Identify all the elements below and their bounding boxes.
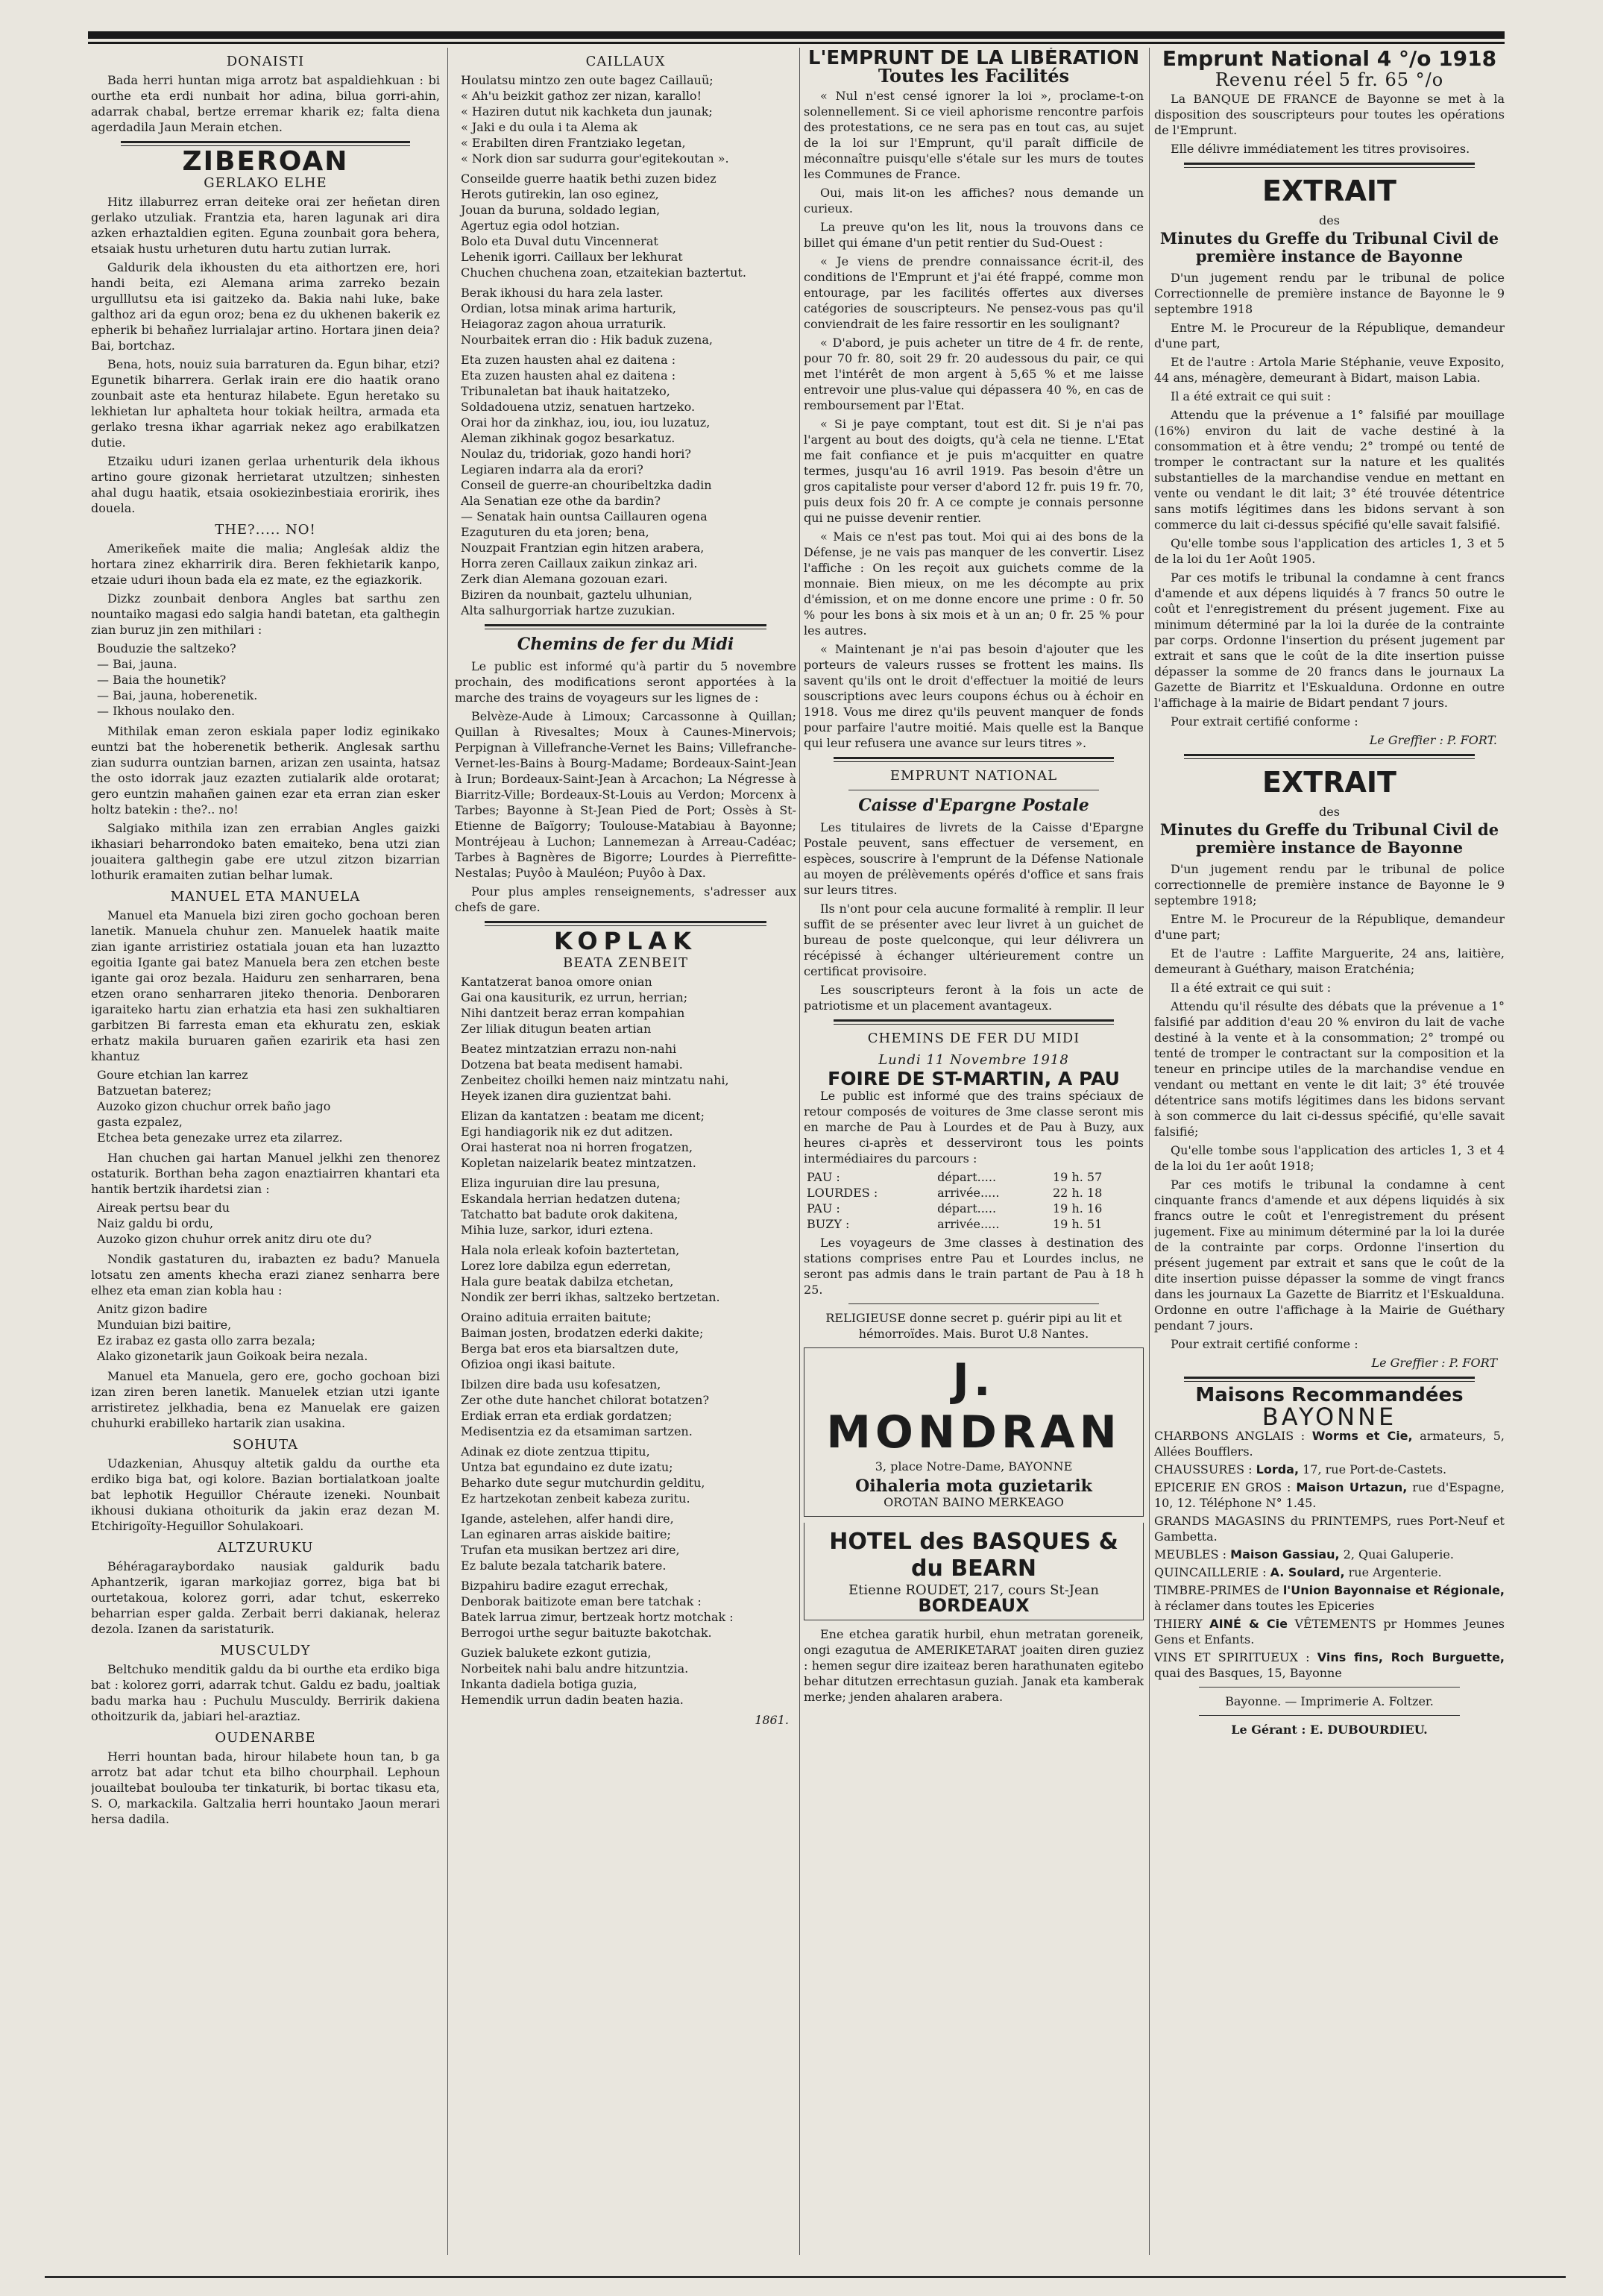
- gerlako-paragraph: Hitz illaburrez erran deiteke orai zer heñetan diren gerlako utzuliak. Frantzia eta, haren lagunak ari dira azken erhaztaldien egiten. Eguna zounbait gora behera, etsaiak hustu urheturen dutu hartu zutian lurrak.: [91, 195, 440, 256]
- verse-line: Ezaguturen du eta joren; bena,: [461, 525, 649, 539]
- chemins-heading: Chemins de fer du Midi: [517, 635, 734, 654]
- emprunt-heading: L'EMPRUNT DE LA LIBÉRATION: [807, 48, 1140, 69]
- koplak-stanza: [455, 1309, 796, 1372]
- emprunt-paragraph: « Nul n'est censé ignorer la loi », proclame-t-on solennellement. Si ce vieil aphorisme rencontre parfois des protestations, ce ne sera pas en tout cas, au sujet de la loi sur l'Emprunt, qu'il paraît difficile de méconnaître puisqu'elle s'étale sur les murs de toutes les Communes de France.: [804, 89, 1144, 181]
- verse-line: Alako gizonetarik jaun Goikoak beira nezala.: [97, 1349, 368, 1363]
- verse-line: Oraino adituia erraiten baitute;: [461, 1310, 652, 1324]
- verse-line: Zenbeitez choilki hemen naiz mintzatu nahi,: [461, 1073, 729, 1087]
- verse-line: Berak ikhousi du hara zela laster.: [461, 286, 664, 300]
- verse-line: Nouzpait Frantzian egin hitzen arabera,: [461, 541, 705, 555]
- oudenarbe-text: Herri hountan bada, hirour hilabete houn tan, b ga arrotz bat adar tchut eta bilho chourphail. Lephoun jouailtebat boulouba ter tinkaturik, bi bortac tikasu eta, S. O, markackila. Galtzalia herri hountako Jaoun merari hersa dadila.: [91, 1749, 440, 1826]
- verse-line: Norbeitek nahi balu andre hitzuntzia.: [461, 1661, 689, 1676]
- verse-line: Etchea beta genezake urrez eta zilarrez.: [97, 1130, 343, 1145]
- hotel-city: BORDEAUX: [918, 1595, 1030, 1616]
- maison-detail: à réclamer dans toutes les Epiceries: [1154, 1599, 1375, 1613]
- maison-label: TIMBRE-PRIMES de: [1154, 1583, 1279, 1597]
- koplak-stanza: [455, 1578, 796, 1641]
- manuel-verse: [91, 1200, 440, 1247]
- verse-line: Zerk dian Alemana gozouan ezari.: [461, 572, 668, 586]
- koplak-stanza: [455, 1511, 796, 1573]
- top-rule: [88, 31, 1505, 39]
- caillaux-verse: [455, 352, 796, 618]
- greffier-signature: Le Greffier : P. FORT.: [1369, 733, 1497, 747]
- verse-line: « Jaki e du oula i ta Alema ak: [461, 120, 638, 134]
- divider: [1199, 1715, 1460, 1716]
- verse-line: Noulaz du, tridoriak, gozo handi hori?: [461, 447, 691, 461]
- minutes-heading: Minutes du Greffe du Tribunal Civil de première instance de Bayonne: [1159, 229, 1499, 265]
- emprunt-paragraph: La preuve qu'on les lit, nous la trouvons dans ce billet qui émane d'un petit rentier du Sud-Ouest :: [804, 220, 1144, 250]
- manuel-verse: [91, 1301, 440, 1364]
- table-row: [804, 1169, 1144, 1185]
- altzuruku-text: Béhéragaraybordako nausiak galdurik badu Aphantzerik, igaran markojiaz gorrez, biga bat bi ourtetakoua, kolorez gorri, adar tchut, eskerreko beharrian esper galda. Zerbait berri dakianak, heleraz dezola. Izanen da saristaturik.: [91, 1559, 440, 1636]
- verse-line: Batzuetan baterez;: [97, 1083, 212, 1098]
- event: arrivée.....: [937, 1186, 1000, 1200]
- caillaux-heading: CAILLAUX: [585, 54, 666, 69]
- koplak-stanza: [455, 1444, 796, 1506]
- divider: [848, 1303, 1099, 1304]
- emprunt-paragraph: Oui, mais lit-on les affiches? nous demande un curieux.: [804, 186, 1144, 216]
- maison-name: Lorda,: [1256, 1462, 1300, 1476]
- column-separator: [799, 48, 800, 2255]
- column-separator: [447, 48, 448, 2255]
- verse-line: gasta ezpalez,: [97, 1115, 183, 1129]
- verse-line: Ordian, lotsa minak arima harturik,: [461, 301, 676, 315]
- hotel-ad: [804, 1523, 1144, 1620]
- verse-line: Ez irabaz ez gasta ollo zarra bezala;: [97, 1333, 316, 1347]
- extrait-heading-2: EXTRAIT: [1262, 766, 1396, 799]
- verse-line: Herots gutirekin, lan oso eginez,: [461, 187, 659, 201]
- verse-line: Dotzena bat beata medisent hamabi.: [461, 1057, 683, 1072]
- verse-line: Hemendik urrun dadin beaten hazia.: [461, 1693, 684, 1707]
- oudenarbe-heading: OUDENARBE: [215, 1730, 316, 1746]
- extrait-paragraph: Pour extrait certifié conforme :: [1171, 714, 1358, 729]
- verse-line: Orai hasterat noa ni horren frogatzen,: [461, 1140, 693, 1154]
- verse-line: Gai ona kausiturik, ez urrun, herrian;: [461, 990, 688, 1004]
- gerant-line: Le Gérant : E. DUBOURDIEU.: [1231, 1723, 1428, 1737]
- station: LOURDES :: [807, 1186, 878, 1200]
- koplak-stanza: [455, 1645, 796, 1708]
- maison-item: [1154, 1462, 1505, 1477]
- dialogue-line: Bouduzie the saltzeko?: [97, 641, 236, 655]
- verse-line: Adinak ez diote zentzua ttipitu,: [461, 1444, 650, 1459]
- the-paragraph: Dizkz zounbait denbora Angles bat sarthu zen nountaiko magasi edo salgia handi batetan, eta galthegin zian buruz jin zen mithilari :: [91, 591, 440, 637]
- manuel-paragraph: Manuel eta Manuela, gero ere, gocho gochoan bizi izan ziren beren lanetik. Manuelek etzian utzi igante arristiretez jelkhadia, bena ez Manuelak ere gaizen chuhurki erabilleko hartarik zian usakina.: [91, 1369, 440, 1430]
- table-row: [804, 1201, 1144, 1216]
- verse-line: Untza bat egundaino ez dute izatu;: [461, 1460, 673, 1474]
- extrait-heading: EXTRAIT: [1262, 174, 1396, 207]
- dialogue-line: — Baia the hounetik?: [97, 673, 227, 687]
- maison-label: VINS ET SPIRITUEUX :: [1154, 1650, 1310, 1664]
- maison-detail: VÊTEMENTS pr Hommes Jeunes Gens et Enfants.: [1154, 1617, 1505, 1646]
- extrait-paragraph: Qu'elle tombe sous l'application des articles 1, 3 et 5 de la loi du 1er Août 1905.: [1154, 536, 1505, 566]
- altzuruku-heading: ALTZURUKU: [217, 1540, 314, 1556]
- verse-line: Igande, astelehen, alfer handi dire,: [461, 1512, 674, 1526]
- verse-line: Chuchen chuchena zoan, etzaitekian baztertut.: [461, 265, 746, 280]
- event: départ.....: [937, 1170, 997, 1184]
- emprunt-paragraph: « Mais ce n'est pas tout. Moi qui ai des bons de la Défense, je ne vais pas manquer de les convertir. Lisez l'affiche : On les reçoit aux guichets comme de la monnaie. Bien mieux, on me les décompte au prix d'émission, et on me donne encore une prime : 0 fr. 50 % pour les bons à six mois et à un an; 0 fr. 25 % pour les autres.: [804, 529, 1144, 638]
- mondran-slogan-2: OROTAN BAINO MERKEAGO: [884, 1495, 1064, 1509]
- maison-name: Worms et Cie,: [1311, 1429, 1413, 1443]
- maison-detail: rues Port-Neuf et Gambetta.: [1154, 1514, 1505, 1544]
- verse-line: Mihia luze, sarkor, iduri eztena.: [461, 1223, 654, 1237]
- hotel-address: Etienne ROUDET, 217, cours St-Jean: [848, 1582, 1099, 1598]
- verse-line: Naiz galdu bi ordu,: [97, 1216, 214, 1230]
- maison-detail: 2, Quai Galuperie.: [1343, 1547, 1454, 1561]
- divider: [1184, 754, 1475, 759]
- verse-line: Denborak baitizote eman bere tatchak :: [461, 1594, 702, 1608]
- koplak-stanza: [455, 1175, 796, 1238]
- verse-line: Tribunaletan bat ihauk haitatzeko,: [461, 384, 670, 398]
- verse-line: Baiman josten, brodatzen ederki dakite;: [461, 1326, 704, 1340]
- verse-line: Beharko dute segur mutchurdin gelditu,: [461, 1476, 705, 1490]
- dialogue-line: — Ikhous noulako den.: [97, 704, 236, 718]
- caillaux-verse: [455, 171, 796, 280]
- maison-item: [1154, 1582, 1505, 1614]
- column-3: [804, 48, 1144, 2255]
- maison-name: l'Union Bayonnaise et Régionale,: [1282, 1583, 1505, 1597]
- verse-line: Nondik zer berri ikhas, saltzeko bertzetan.: [461, 1290, 720, 1304]
- the-heading: THE?..... NO!: [215, 522, 316, 538]
- donaisti-heading: DONAISTI: [226, 54, 305, 69]
- donaisti-text: Bada herri huntan miga arrotz bat aspaldiehkuan : bi ourthe eta erdi nunbait hor adina, bilua gorri-ahin, adarrak chabal, bertze erremar kharik ez; falta diena agerdadila Jaun Merain etchen.: [91, 73, 440, 134]
- maison-label: EPICERIE EN GROS :: [1154, 1480, 1291, 1494]
- verse-line: « Ah'u beizkit gathoz zer nizan, karallo!: [461, 89, 702, 103]
- maison-item: [1154, 1616, 1505, 1647]
- mondran-ad: [804, 1347, 1144, 1517]
- verse-line: Agertuz egia odol hotzian.: [461, 218, 620, 233]
- verse-line: Medisentzia ez da etsamiman sartzen.: [461, 1424, 693, 1438]
- bayonne-heading: BAYONNE: [1262, 1403, 1397, 1431]
- mondran-address: 3, place Notre-Dame, BAYONNE: [875, 1459, 1073, 1473]
- verse-line: Berga bat eros eta biarsaltzen dute,: [461, 1342, 679, 1356]
- maison-item: [1154, 1564, 1505, 1580]
- maison-detail: 17, rue Port-de-Castets.: [1303, 1462, 1447, 1476]
- verse-line: Conseilde guerre haatik bethi zuzen bidez: [461, 172, 717, 186]
- time: 19 h. 51: [1053, 1217, 1103, 1231]
- verse-line: « Haziren dutut nik kachketa dun jaunak;: [461, 104, 713, 119]
- bottom-rule: [45, 2276, 1566, 2278]
- verse-line: Zer liliak ditugun beaten artian: [461, 1022, 652, 1036]
- manuel-heading: MANUEL ETA MANUELA: [170, 889, 361, 905]
- divider: [1184, 1377, 1475, 1382]
- cdf-heading: CHEMINS DE FER DU MIDI: [867, 1031, 1080, 1046]
- verse-line: Nourbaitek erran dio : Hik baduk zuzena,: [461, 333, 713, 347]
- verse-line: Houlatsu mintzo zen oute bagez Caillauü;: [461, 73, 714, 87]
- manuel-paragraph: Han chuchen gai hartan Manuel jelkhi zen thenorez ostaturik. Borthan beha zagon enaztiairren khantari eta hantik bertzik ihardetsi zian :: [91, 1151, 440, 1196]
- verse-line: Ofizioa ongi ikasi baitute.: [461, 1357, 616, 1371]
- verse-line: Eliza inguruian dire lau presuna,: [461, 1176, 661, 1190]
- extrait-paragraph: Et de l'autre : Artola Marie Stéphanie, veuve Exposito, 44 ans, ménagère, demeurant à Bidart, maison Labia.: [1154, 355, 1505, 385]
- revenu-title: Revenu réel 5 fr. 65 °/o: [1215, 69, 1444, 90]
- extrait-paragraph: Il a été extrait ce qui suit :: [1171, 389, 1332, 403]
- maison-label: CHARBONS ANGLAIS :: [1154, 1429, 1306, 1443]
- maison-name: Vins fins, Roch Burguette,: [1317, 1650, 1505, 1664]
- divider: [834, 757, 1114, 762]
- koplak-stanza: [455, 1041, 796, 1104]
- maisons-list: [1154, 1428, 1505, 1681]
- top-rule-thin: [88, 42, 1505, 44]
- verse-line: Lorez lore dabilza egun ederretan,: [461, 1259, 671, 1273]
- emprunt-paragraph: « Maintenant je n'ai pas besoin d'ajouter que les porteurs de valeurs russes se frottent les mains. Ils savent qu'ils ont le droit d'effectuer la moitié de leurs souscriptions avec leurs coupons échus ou à échoir en 1918. Vous me direz qu'ils peuvent manquer de fonds pour parfaire l'autre moitié. Mais quelle est la Banque qui leur refusera une avance sur leurs titres ».: [804, 642, 1144, 750]
- verse-line: Lehenik igorri. Caillaux ber lekhurat: [461, 250, 683, 264]
- maison-detail: quai des Basques, 15, Bayonne: [1154, 1666, 1342, 1680]
- verse-line: « Nork dion sar sudurra gour'egitekoutan ».: [461, 151, 729, 166]
- the-paragraph: Mithilak eman zeron eskiala paper lodiz eginikako euntzi bat the hoberenetik betherik. Anglesak sarthu zian sudurra ountzian barnen, arizan zen usainta, hatsaz the osto idorrak jauz ezazten zutialarik alde orotarat; gero euntzin mahañen gainen ezar eta erran zian esker holtz batekin : the?.. no!: [91, 724, 440, 817]
- maison-name: AINÉ & Cie: [1209, 1617, 1288, 1631]
- caisse-paragraph: Ils n'ont pour cela aucune formalité à remplir. Il leur suffit de se présenter avec leur livret à un guichet de bureau de poste quelconque, qui leur délivrera un récépissé à échanger ultérieurement contre un certificat provisoire.: [804, 902, 1144, 978]
- event: départ.....: [937, 1201, 997, 1215]
- maison-name: A. Soulard,: [1270, 1565, 1345, 1579]
- verse-line: Conseil de guerre-an chouribeltzka dadin: [461, 478, 712, 492]
- verse-line: Heiagoraz zagon ahoua urraturik.: [461, 317, 667, 331]
- verse-line: Eta zuzen hausten ahal ez daitena :: [461, 353, 676, 367]
- verse-line: Munduian bizi baitire,: [97, 1318, 232, 1332]
- des-label: des: [1319, 805, 1340, 819]
- emprunt-paragraph: « D'abord, je puis acheter un titre de 4 fr. de rente, pour 70 fr. 80, soit 29 fr. 20 audessous du pair, ce qui met l'intérêt de mon argent à 5,65 % et me laisse entrevoir une plus-value qui dépassera 40 %, en cas de remboursement par l'Etat.: [804, 336, 1144, 412]
- verse-line: Batek larrua zimur, bertzeak hortz motchak :: [461, 1610, 734, 1624]
- emprunt-paragraph: « Si je paye comptant, tout est dit. Si je n'ai pas l'argent au bout des doigts, qu'à cela ne tienne. L'Etat me fait confiance et je puis m'acquitter en quatre termes, jusqu'au 16 avril 1919. Pas besoin d'être un gros capitaliste pour verser d'abord 12 fr. puis 19 fr. 70, puis deux fois 20 fr. A ce compte je connais personne qui ne puisse devenir rentier.: [804, 417, 1144, 525]
- koplak-stanza: [455, 1377, 796, 1439]
- extrait-paragraph: Et de l'autre : Laffite Marguerite, 24 ans, laitière, demeurant à Guéthary, maison Eratchénia;: [1154, 946, 1505, 976]
- divider: [834, 1019, 1114, 1025]
- table-row: [804, 1216, 1144, 1232]
- divider: [485, 921, 766, 926]
- extrait-paragraph: Pour extrait certifié conforme :: [1171, 1337, 1358, 1351]
- verse-line: « Erabilten diren Frantziako legetan,: [461, 136, 686, 150]
- verse-line: Hala nola erleak kofoin baztertetan,: [461, 1243, 680, 1257]
- greffier-signature: Le Greffier : P. FORT: [1371, 1356, 1497, 1370]
- station: PAU :: [807, 1170, 840, 1184]
- verse-line: Goure etchian lan karrez: [97, 1068, 248, 1082]
- verse-line: Inkanta dadiela botiga guzia,: [461, 1677, 637, 1691]
- manuel-paragraph: Manuel eta Manuela bizi ziren gocho gochoan beren lanetik. Manuela chuhur zen. Manuelek haatik maite zian igante arristiriez ostatiala jouan eta han luzaztto egoitia Igante gai batez Manuela bera zen etchen beste igante gai oroz bezala. Haiduru zen senharraren, bena etzen orano senharraren jiteko thenoria. Denboraren igaraiteko hartu zian erhatzia eta hasi zen sukhaltiaren garbitzen Bi farresta eman eta ekhuratu zen, eskiak erhatz makila buruaren gañen ezaririk eta hasi zen khantuz: [91, 908, 440, 1063]
- des-label: des: [1319, 213, 1340, 227]
- extrait-paragraph: Par ces motifs le tribunal la condamne à cent cinquante francs d'amende et aux dépens liquidés à six francs outre le coût et l'enregistrement du présent jugement. Fixe au minimum déterminé par la loi la durée de la contrainte par corps. Ordonne l'insertion du présent jugement par extrait et sans que le coût de la dite insertion puisse dépasser la somme de vingt francs dans les journaux La Gazette de Biarritz et l'Eskualduna. Ordonne en outre l'affichage à la Mairie de Guéthary pendant 7 jours.: [1154, 1177, 1505, 1333]
- table-row: [804, 1185, 1144, 1201]
- column-1: [91, 48, 440, 2255]
- verse-line: Orai hor da zinkhaz, iou, iou, iou luzatuz,: [461, 415, 711, 430]
- the-paragraph: Amerikeñek maite die malia; Angleśak aldiz the hortara zinez ekharririk dira. Beren fekhietarik kanpo, etzaie uduri ihoun bada ela ez mate, ez the egiazkorik.: [91, 541, 440, 587]
- verse-line: — Senatak hain ountsa Caillauren ogena: [461, 509, 708, 523]
- sohuta-heading: SOHUTA: [233, 1437, 298, 1453]
- divider: [1184, 163, 1475, 168]
- time: 22 h. 18: [1053, 1186, 1103, 1200]
- hotel-name: HOTEL des BASQUES & du BEARN: [829, 1529, 1118, 1582]
- gerlako-heading: GERLAKO ELHE: [204, 175, 327, 191]
- caillaux-verse: [455, 285, 796, 347]
- caillaux-verse: [455, 72, 796, 166]
- koplak-stanza: [455, 1108, 796, 1171]
- mondran-name: J. MONDRAN: [826, 1354, 1121, 1459]
- extrait-paragraph: D'un jugement rendu par le tribunal de police correctionnelle de première instance de Bayonne le 9 septembre 1918;: [1154, 862, 1505, 908]
- extrait-paragraph: Attendu qu'il résulte des débats que la prévenue a 1° falsifié par addition d'eau 20 % environ du lait de vache destiné à la vente et à la consommation; 2° trompé ou tenté de tromper le contractant sur la composition et la teneur en principe utiles de la marchandise vendue en vendant ou mettant en vente le dit lait; 3° été trouvée détentrice sans motifs légitimes dans les bidons servant à son commerce du lait ci-dessus spécifié, qu'elle savait falsifié;: [1154, 999, 1505, 1139]
- divider: [1199, 1687, 1460, 1688]
- verse-line: Auzoko gizon chuhur orrek anitz diru ote du?: [97, 1232, 372, 1246]
- caisse-paragraph: Les titulaires de livrets de la Caisse d'Epargne Postale peuvent, sans effectuer de versement, en espèces, souscrire à l'emprunt de la Défense Nationale au moyen de prélèvements opérés d'office et sans frais sur leurs titres.: [804, 820, 1144, 897]
- verse-line: Eskandala herrian hedatzen dutena;: [461, 1192, 681, 1206]
- koplak-year: 1861.: [755, 1713, 789, 1727]
- beata-heading: BEATA ZENBEIT: [562, 955, 688, 971]
- column-separator: [1149, 48, 1150, 2255]
- koplak-poem: [455, 974, 796, 1708]
- banque-paragraph: La BANQUE DE FRANCE de Bayonne se met à la disposition des souscripteurs pour toutes les opérations de l'Emprunt.: [1154, 92, 1505, 137]
- verse-line: Erdiak erran eta erdiak gordatzen;: [461, 1409, 673, 1423]
- verse-line: Alta salhurgorriak hartze zuzukian.: [461, 603, 675, 617]
- extrait-paragraph: Par ces motifs le tribunal la condamne à cent francs d'amende et aux dépens liquidés à 7 francs 50 outre le coût et l'enregistrement du présent jugement. Fixe au minimum déterminé par la loi la durée de la contrainte par corps. Ordonne l'insertion du présent jugement par extrait et sans que le coût de la dite insertion puisse dépasser la somme de 20 francs dans le journaux La Gazette de Biarritz et l'Eskualduna. Ordonne en outre l'affichage à la mairie de Bidart pendant 7 jours.: [1154, 570, 1505, 710]
- station: PAU :: [807, 1201, 840, 1215]
- foire-paragraph: Les voyageurs de 3me classes à destination des stations comprises entre Pau et Lourdes inclus, ne seront pas admis dans le train partant de Pau à 18 h 25.: [804, 1236, 1144, 1297]
- verse-line: Ibilzen dire bada usu kofesatzen,: [461, 1377, 661, 1391]
- verse-line: Kopletan naizelarik beatez mintzatzen.: [461, 1156, 696, 1170]
- verse-line: Ez balute bezala tatcharik batere.: [461, 1559, 667, 1573]
- extrait-paragraph: Qu'elle tombe sous l'application des articles 1, 3 et 4 de la loi du 1er août 1918;: [1154, 1143, 1505, 1173]
- manuel-paragraph: Nondik gastaturen du, irabazten ez badu? Manuela lotsatu zen aments khecha erazi zianez senharra bere elhez eta eman zian kobla hau :: [91, 1252, 440, 1298]
- gerlako-paragraph: Bena, hots, nouiz suia barraturen da. Egun bihar, etzi? Egunetik biharrera. Gerlak irain ere dio haatik orano zounbait aste eta henturaz hilabete. Egun heretako su lekhietan lur aphalteta hour tokiak heiltra, armada eta gerlako tresna ikhar agarriak nekez ago erabilkatzen dutie.: [91, 357, 440, 450]
- dialogue-line: — Bai, jauna.: [97, 657, 177, 671]
- verse-line: Tatchatto bat badute orok dakitena,: [461, 1207, 678, 1221]
- verse-line: Auzoko gizon chuchur orrek baño jago: [97, 1099, 331, 1113]
- verse-line: Lan eginaren arras aiskide baitire;: [461, 1527, 671, 1541]
- maison-detail: rue Argenterie.: [1348, 1565, 1442, 1579]
- maison-name: Maison Gassiau,: [1230, 1547, 1340, 1561]
- event: arrivée.....: [937, 1217, 1000, 1231]
- maisons-heading: Maisons Recommandées: [1195, 1384, 1464, 1406]
- maison-item: [1154, 1513, 1505, 1544]
- verse-line: Elizan da kantatzen : beatam me dicent;: [461, 1109, 705, 1123]
- verse-line: Trufan eta musikan bertzez ari dire,: [461, 1543, 680, 1557]
- maison-item: [1154, 1649, 1505, 1681]
- religieuse-ad: RELIGIEUSE donne secret p. guérir pipi au lit et hémorroïdes. Mais. Burot U.8 Nantes.: [825, 1311, 1122, 1341]
- verse-line: Anitz gizon badire: [97, 1302, 207, 1316]
- verse-line: Kantatzerat banoa omore onian: [461, 975, 652, 989]
- maison-name: Maison Urtazun,: [1296, 1480, 1408, 1494]
- divider: [121, 141, 410, 146]
- the-paragraph: Salgiako mithila izan zen errabian Angles gaizki ikhasiari beharrondoko baten emaiteko, bena utzi zian jouaitera galthegin gabe ere utzul zitzon bizarrian lothurik eramaiten zutian belhar lumak.: [91, 821, 440, 882]
- verse-line: Soldadouena utziz, senatuen hartzeko.: [461, 400, 696, 414]
- maison-label: GRANDS MAGASINS du PRINTEMPS,: [1154, 1514, 1392, 1528]
- foire-paragraph: Le public est informé que des trains spéciaux de retour composés de voitures de 3me classe seront mis en marche de Pau à Lourdes et de Pau à Buzy, aux heures ci-après et desserviront tous les points intermédiaires du parcours :: [804, 1089, 1144, 1166]
- extrait-paragraph: Entre M. le Procureur de la République, demandeur d'une part;: [1154, 912, 1505, 942]
- verse-line: Nihi dantzeit beraz erran kompahian: [461, 1006, 685, 1020]
- verse-line: Guziek balukete ezkont gutizia,: [461, 1646, 652, 1660]
- verse-line: Horra zeren Caillaux zaikun zinkaz ari.: [461, 556, 698, 570]
- verse-line: Eta zuzen hausten ahal ez daitena :: [461, 368, 676, 383]
- verse-line: Beatez mintzatzian errazu non-nahi: [461, 1042, 677, 1056]
- verse-line: Jouan da buruna, soldado legian,: [461, 203, 661, 217]
- verse-line: Egi handiagorik nik ez dut aditzen.: [461, 1125, 673, 1139]
- minutes-heading-2: Minutes du Greffe du Tribunal Civil de première instance de Bayonne: [1159, 820, 1499, 857]
- maison-label: QUINCAILLERIE :: [1154, 1565, 1267, 1579]
- extrait-paragraph: Attendu que la prévenue a 1° falsifié par mouillage (16%) environ du lait de vache destiné à la consommation et à être vendu; 2° trompé ou tenté de tromper le contractant sur la nature et les qualités substantielles de la marchandise vendue en mettant en vente ou vendant le dit lait; 3° été trouvée détentrice sans motifs légitimes dans les bidons servant à son commerce du lait ci-dessus spécifié qu'elle savait falsifié.: [1154, 408, 1505, 532]
- maison-detail: rue d'Espagne, 10, 12. Téléphone N° 1.45.: [1154, 1480, 1505, 1510]
- koplak-heading: KOPLAK: [554, 927, 697, 955]
- hotel-text: Ene etchea garatik hurbil, ehun metratan goreneik, ongi ezagutua de AMERIKETARAT joaiten diren guziez : hemen segur dire izaiteaz beren harathunaten egitebo behar ditutzen errechtasun guziah. Janak eta kamberak merke; jenden ahalaren arabera.: [804, 1627, 1144, 1704]
- chemins-paragraph: Le public est informé qu'à partir du 5 novembre prochain, des modifications seront apportées à la marche des trains de voyageurs sur les lignes de :: [455, 659, 796, 705]
- caisse-heading: Caisse d'Epargne Postale: [858, 796, 1089, 815]
- verse-line: Legiaren indarra ala da erori?: [461, 462, 643, 477]
- emprunt-national-title: Emprunt National 4 °/o 1918: [1162, 48, 1497, 71]
- manuel-verse: [91, 1067, 440, 1145]
- time: 19 h. 57: [1053, 1170, 1103, 1184]
- extrait-paragraph: Il a été extrait ce qui suit :: [1171, 981, 1332, 995]
- sohuta-text: Udazkenian, Ahusquy altetik galdu da ourthe eta erdiko biga bat, ogi kolore. Bazian bortialatkoan joalte bat lephotik Heguillor Chéraute izeneki. Nounbait ikhousi dukiana othoiturik da jakin eraz dezan M. Etchirigoïty-Heguillor Sohulakoari.: [91, 1456, 440, 1533]
- koplak-stanza: [455, 1242, 796, 1305]
- foire-heading: FOIRE DE ST-MARTIN, A PAU: [828, 1068, 1120, 1089]
- musculdy-heading: MUSCULDY: [220, 1643, 311, 1658]
- verse-line: Heyek izanen dira guzientzat bahi.: [461, 1089, 672, 1103]
- column-2: [455, 48, 796, 2255]
- the-dialogue: [91, 641, 440, 719]
- verse-line: Biziren da nounbait, gaztelu ulhunian,: [461, 588, 693, 602]
- extrait-paragraph: Entre M. le Procureur de la République, demandeur d'une part,: [1154, 321, 1505, 350]
- section-title-ziberoan: ZIBEROAN: [182, 146, 349, 177]
- extrait-paragraph: D'un jugement rendu par le tribunal de police Correctionnelle de première instance de Bayonne le 9 septembre 1918: [1154, 271, 1505, 316]
- mondran-slogan: Oihaleria mota guzietarik: [855, 1476, 1092, 1496]
- maison-label: THIERY: [1154, 1617, 1203, 1631]
- timetable: [804, 1169, 1144, 1232]
- emprunt-subheading: Toutes les Facilités: [878, 65, 1070, 87]
- cdf-date: Lundi 11 Novembre 1918: [878, 1052, 1069, 1068]
- chemins-paragraph: Belvèze-Aude à Limoux; Carcassonne à Quillan; Quillan à Rivesaltes; Moux à Caunes-Minervois; Perpignan à Villefranche-Vernet les Bains; Villefranche-Vernet-les-Bains à Bourg-Madame; Bordeaux-Saint-Jean à Irun; Bordeaux-Saint-Jean à Arcachon; La Négresse à Biarritz-Ville; Bordeaux-St-Louis au Verdon; Morcenx à Tarbes; Bayonne à St-Jean Pied de Port; Ossès à St-Etienne de Baïgorry; Toulouse-Matabiau à Bayonne; Montréjeau à Luchon; Lannemezan à Arreau-Cadéac; Tarbes à Bagnères de Bigorre; Lourdes à Pierrefitte-Nestalas; Puyôo à Mauléon; Puyôo à Dax.: [455, 709, 796, 880]
- maison-label: MEUBLES :: [1154, 1547, 1227, 1561]
- chemins-paragraph: Pour plus amples renseignements, s'adresser aux chefs de gare.: [455, 884, 796, 914]
- time: 19 h. 16: [1053, 1201, 1103, 1215]
- imprimerie-line: Bayonne. — Imprimerie A. Foltzer.: [1225, 1694, 1434, 1708]
- dialogue-line: — Bai, jauna, hoberenetik.: [97, 688, 258, 702]
- verse-line: Bizpahiru badire ezagut errechak,: [461, 1579, 669, 1593]
- gerlako-paragraph: Galdurik dela ikhousten du eta aithortzen ere, hori handi beita, ezi Alemana arima zarreko bezain urgulllutsu eta isi gaitzeko da. Bakia nahi luke, bake galthoz ari da egun oroz; bena ez du ukhenen bakerik ez epherik bi behañez lurrialajar artino. Hortara jinen deia? Bai, bortchaz.: [91, 260, 440, 353]
- maison-item: [1154, 1547, 1505, 1562]
- divider: [485, 624, 766, 629]
- caisse-paragraph: Les souscripteurs feront à la fois un acte de patriotisme et un placement avantageux.: [804, 983, 1144, 1013]
- verse-line: Aireak pertsu bear du: [97, 1201, 230, 1215]
- column-4: [1154, 48, 1505, 2255]
- banque-paragraph: Elle délivre immédiatement les titres provisoires.: [1171, 142, 1470, 156]
- verse-line: Ala Senatian eze othe da bardin?: [461, 494, 661, 508]
- emprunt-national-heading: EMPRUNT NATIONAL: [889, 768, 1058, 784]
- maison-label: CHAUSSURES :: [1154, 1462, 1253, 1476]
- verse-line: Bolo eta Duval dutu Vincennerat: [461, 234, 658, 248]
- verse-line: Aleman zikhinak gogoz besarkatuz.: [461, 431, 675, 445]
- verse-line: Hala gure beatak dabilza etchetan,: [461, 1274, 674, 1289]
- station: BUZY :: [807, 1217, 850, 1231]
- verse-line: Zer othe dute hanchet chilorat botatzen?: [461, 1393, 710, 1407]
- maison-item: [1154, 1479, 1505, 1511]
- musculdy-text: Beltchuko menditik galdu da bi ourthe eta erdiko biga bat : kolorez gorri, adarrak tchut. Galdu ez badu, joaltiak badu marka hau : Puchulu Musculdy. Berririk dakiena othoitzurik da, jabiari hel-araztiaz.: [91, 1662, 440, 1723]
- gerlako-paragraph: Etzaiku uduri izanen gerlaa urhenturik dela ikhous artino goure gizonak herrietarat utzultzen; sinhesten ahal dugu haatik, etsaia osokiezinbestiaia eroririk, ihes douela.: [91, 454, 440, 515]
- emprunt-paragraph: « Je viens de prendre connaissance écrit-il, des conditions de l'Emprunt et j'ai été frappé, comme mon entourage, par les facilités offertes aux diverses catégories de souscripteurs. Ne pensez-vous pas qu'il conviendrait de les faire ressortir en les soulignant?: [804, 254, 1144, 331]
- koplak-stanza: [455, 974, 796, 1037]
- maison-detail: armateurs, 5, Allées Boufflers.: [1154, 1429, 1505, 1459]
- verse-line: Ez hartzekotan zenbeit kabeza zuritu.: [461, 1491, 690, 1506]
- maison-item: [1154, 1428, 1505, 1459]
- verse-line: Berrogoi urthe segur baituzte bakotchak.: [461, 1626, 712, 1640]
